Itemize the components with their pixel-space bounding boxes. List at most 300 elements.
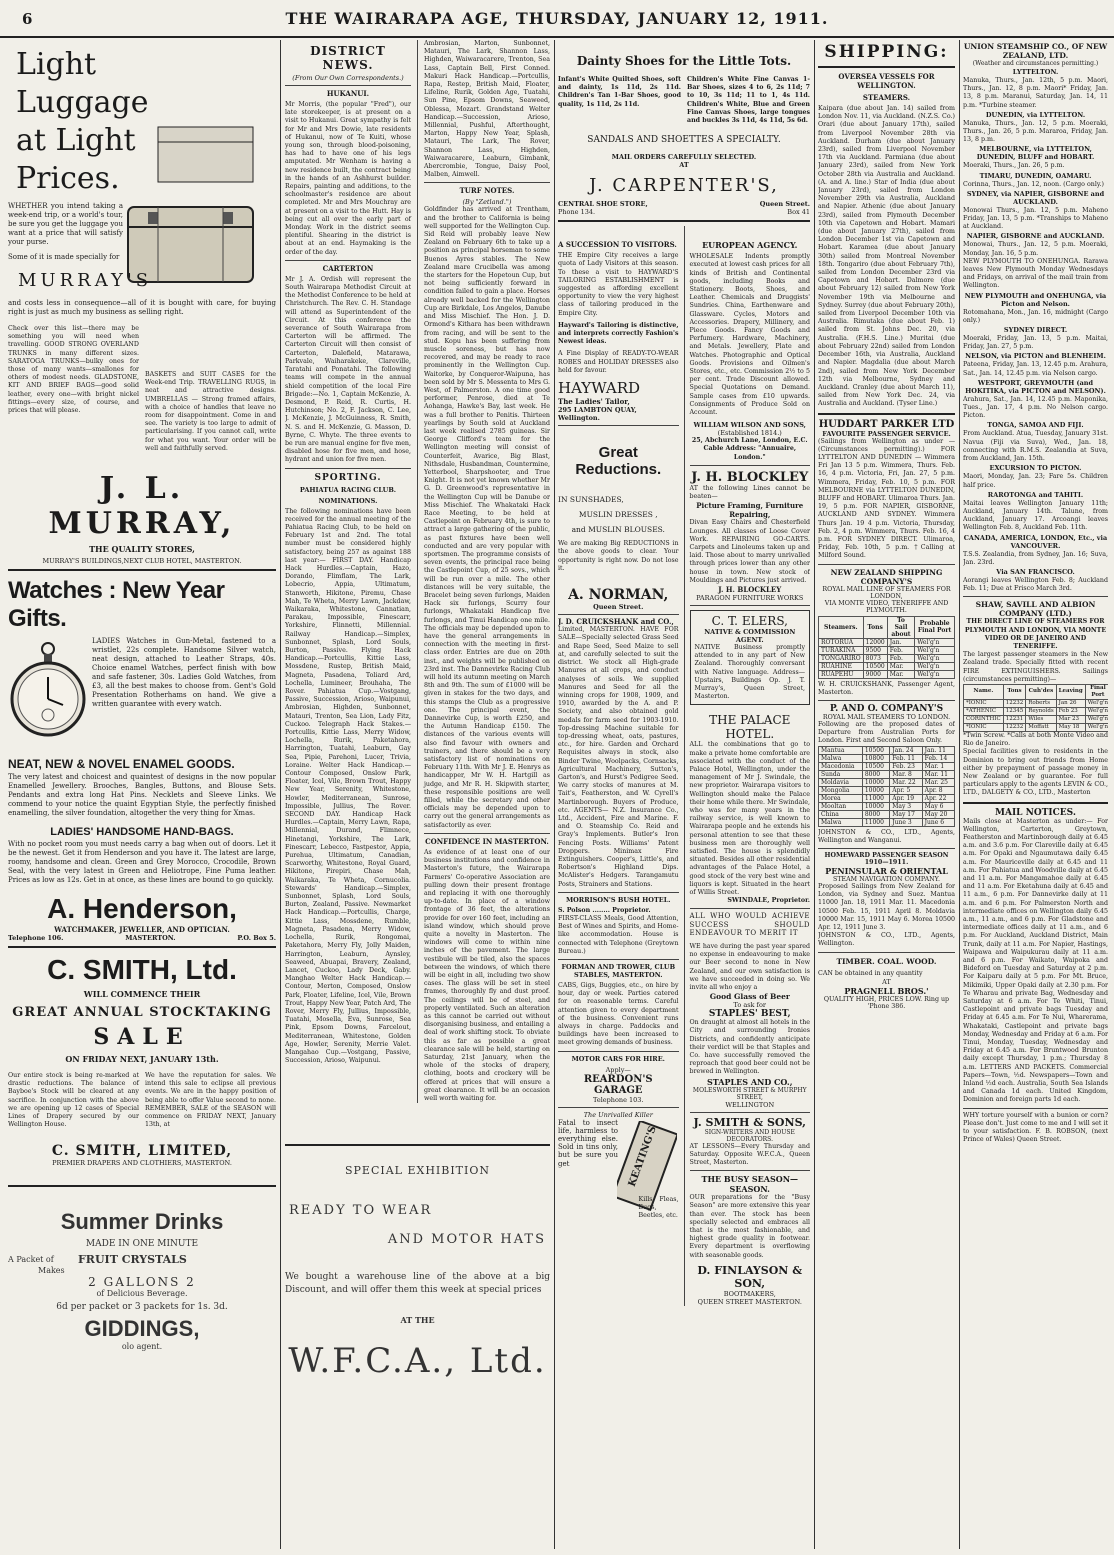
table-cell: Mar. 22: [890, 778, 922, 786]
pocket-watch-illustration: [8, 637, 88, 747]
masthead: [0, 0, 1114, 38]
table-row: [819, 762, 955, 770]
column-header: Probable Final Port: [915, 616, 955, 638]
table-row: [819, 662, 955, 670]
carpenter-shoes-ad: [558, 54, 810, 216]
blockley-body: Divan Easy Chairs and Chesterfield Lounges. All classes of Loose Cover Work. REPAIRING GO-CARTS. Carpets and Linoleums taken up and laid. Those about to marry unrivalled through prices lower than any other house in town. New stock of Mouldings and Pictures just arrived.: [689, 519, 810, 584]
finlayson-bootmakers: BOOTMAKERS,: [723, 1289, 776, 1298]
drinks-price: 6d per packet or 3 packets for 1s. 3d.: [56, 1302, 228, 1313]
table-cell: Wel'g'n: [1085, 715, 1108, 723]
district-news-byline: (From Our Own Correspondents.): [292, 74, 404, 82]
henderson-name: A. Henderson,: [47, 893, 237, 925]
table-cell: *IONIC: [964, 723, 1004, 731]
column-rule: [959, 40, 960, 1549]
table-row: [819, 794, 955, 802]
carterton-heading: CARTERTON: [322, 263, 374, 273]
dunedin-heading: DUNEDIN, via LYTTELTON.: [985, 110, 1086, 119]
cruickshank-body: Limited, MASTERTON. HAVE FOR SALE—Specially selected Grass Seed and Rape Seed, Seed Maize to sell at, and carefully selected to suit the district. We stock all High-grade Manures at all crops, and conduct analyses of soils. We supplied Manures and Seed for all the winning crops for 1908, 1909, and 1910, awarded by the A. and P. Society, and also obtained gold medals for farm seed for 1903-1910. Top-dressing Machine suitable for top-dressing wheat, oats, pastures, etc., for hire. Garden and Orchard Requisites always in stock, also Binder Twine, Woolpacks, Cornsacks, Agricultural Machinery, Sutton's, Garton's, and Hurst's Pedigree Seed. We carry stocks of manures at M. Tait's, Featherston, and W. Cyrell's Martinborough. Buyers of Produce, etc. AGENTS— N.Z. Insurance Co., Ltd., Accident, Fire and Marine. F. and O. Steamship Co. Reid and Gray's Implements. Butler's Iron Fencing Posts. Williams' Patent Droppers. Minimax Fire Extinguishers. Cooper's, Little's, and Robertson's Highland Dips. McAlister's Hedgers. Tarangamutu Posts, Strainers and Stations.: [558, 626, 679, 888]
sporting-heading: SPORTING.: [314, 472, 382, 483]
nz-sailings-table: [818, 616, 955, 679]
lyttelton-body: Manuka, Thurs., Jan. 12th, 5 p.m. Maori, Thurs., Jan. 12, 8 p.m. Maori* Friday, Jan. 13, 8 p.m. Maranui, Saturday, Jan. 14, 11 p.m. *Turbine steamer.: [963, 77, 1108, 109]
table-header-row: [819, 616, 955, 638]
henderson-ad: [8, 577, 276, 942]
keatings-brand: KEATING'S: [626, 1124, 659, 1188]
table-row: [964, 723, 1109, 731]
table-cell: 12232: [1003, 699, 1026, 707]
nelson-picton-heading: NELSON, via PICTON and BLENHEIM.: [965, 352, 1106, 361]
table-cell: Mar. 8: [890, 770, 922, 778]
shoes-right: Children's White Fine Canvas 1-Bar Shoes, sizes 4 to 6, 2s 11d; 7 to 10, 3s 11d; 11 to 1, 4s 11d. Children's White, Blue and Green Fine Canvas Shoes, large tongues and buckles 3s 11d, 4s 11d, 5s 6d.: [687, 76, 810, 125]
table-cell: June 3: [890, 818, 922, 826]
westport-body: Arahura, Sat., Jan. 14, 12.45 p.m. Maponika, Tues., Jan. 17, 4 p.m. No Nelson cargo. Picton.: [963, 395, 1108, 420]
column-header: Steamers.: [819, 616, 864, 638]
table-cell: 8000: [862, 770, 889, 778]
rarotonga-body: Maitai leaves Wellington January 11th; Auckland, January 14th. Talune, from Auckland, January 17. Arcoangi leaves Wellington Feb. 8, Auckland Feb. 11th.: [963, 499, 1108, 532]
newspaper-title: THE WAIRARAPA AGE, THURSDAY, JANUARY 12, 1911.: [285, 9, 829, 28]
table-cell: May 20: [922, 810, 954, 818]
all-who-achieve: ALL WHO WOULD ACHIEVE SUCCESS SHOULD ENDEAVOUR TO MERIT IT: [689, 912, 810, 937]
murrays-wordmark: MURRAY'S: [18, 270, 153, 291]
morrison-body: FIRST-CLASS Meals, Good Attention, Best of Wines and Spirits, and Home-like accommodation. House is connected with Telephone (Greytown Bureau.): [558, 914, 679, 955]
table-cell: Mongolia: [819, 786, 863, 794]
muslin-blouses: and MUSLIN BLOUSES.: [571, 525, 665, 535]
sydney-body: Monowai Thurs., Jan. 12, 5 p.m. Maheno Friday, Jan. 13, 5 p.m. *Tranships to Maheno at Auckland.: [963, 206, 1108, 231]
po-sailings-table: [818, 746, 955, 827]
handbags-headline: LADIES' HANDSOME HAND-BAGS.: [50, 826, 234, 839]
table-cell: Apr. 5: [890, 786, 922, 794]
luggage-intro: WHETHER you intend taking a week-end trip, or a world's tour, be sure you get the luggage you want at a price that will satisfy your purse.: [8, 202, 123, 246]
table-cell: 12000: [863, 638, 887, 646]
po-agent: JOHNSTON & CO., LTD., Agents, Wellington and Wanganui.: [818, 828, 955, 844]
sydney-direct-body: Moeraki, Friday, Jan. 13, 5 p.m. Maitai, Friday, Jan. 27, 5 p.m.: [963, 335, 1108, 351]
nelson-picton-body: Pateena, Friday, Jan. 13, 12.45 p.m. Arahura, Sat., Jan. 14, 12.45 p.m. via Nelson cargo.: [963, 361, 1108, 377]
watches-body: LADIES Watches in Gun-Metal, fastened to a wristlet, 22s complete. Handsome Silver watch, neat design, attached to Leather Straps, 40s. Choice enamel Watches, perfect finish with bow and safe fastener, 30s. Ladies Gold Watches, from £3, all the best makes to choose from. Gent's Gold Presentation Rotherhams on hand. We give a written guarantee with every watch.: [92, 637, 276, 709]
busy-season-body: OUR preparations for the "Busy Season" are more extensive this year than ever. The stock has been specially selected and embraces all that is the most fashionable, and highest grade quality in footwear. Every department is overflowing with seasonable goods.: [689, 1194, 810, 1259]
in-sunshades: IN SUNSHADES,: [558, 495, 624, 505]
table-cell: 10500: [862, 762, 889, 770]
table-cell: Wel'g'n: [915, 646, 955, 654]
column-5: [963, 40, 1108, 1549]
robson-corn-ad: WHY torture yourself with a bunion or corn? Please don't. Just come to me and I will set it to your satisfaction. F. B. ROBSON, (next Prince of Wales) Queen Street.: [963, 1111, 1108, 1144]
carpenter-store: CENTRAL SHOE STORE,: [558, 200, 648, 209]
column-2: [285, 40, 550, 1549]
sydney-heading: SYDNEY, via NAPIER, GISBORNE and AUCKLAND.: [966, 189, 1105, 206]
watches-headline: Watches : New Year Gifts.: [8, 577, 225, 633]
smith-sons-name: J. SMITH & SONS,: [693, 1115, 806, 1129]
turf-notes-byline: (By "Zetland."): [462, 198, 512, 207]
smith-left-text: Our entire stock is being re-marked at drastic reductions. The balance of Bayboe's Stock will be cleared at any sacrifice. In conjunction with the above we are opening up 12 cases of Special Lines of Drapery secured by our Wellington House.: [8, 1072, 139, 1129]
nz-shipping-heading: NEW ZEALAND SHIPPING COMPANY'S: [830, 567, 943, 586]
blockley-name: J. H. BLOCKLEY: [691, 469, 809, 485]
smith-sons-body: AT LESSONS—Every Thursday and Saturday. Opposite W.F.C.A., Queen Street, Masterton.: [689, 1142, 810, 1167]
sandals-line: SANDALS AND SHOETTES A SPECIALTY.: [587, 135, 781, 146]
column-header: Tons: [1003, 684, 1026, 699]
norman-street: Queen Street.: [593, 603, 644, 612]
table-cell: May 6: [922, 802, 954, 810]
smith-drapers: PREMIER DRAPERS AND CLOTHIERS, MASTERTON.: [52, 1159, 232, 1168]
carpenter-phone: Phone 134.: [558, 208, 596, 217]
table-row: [819, 746, 955, 754]
motor-hats: AND MOTOR HATS: [387, 1232, 546, 1247]
table-cell: May 18: [1056, 723, 1085, 731]
mail-notices-heading: MAIL NOTICES.: [995, 807, 1076, 818]
carterton-body: Mr J. A. Ordish will represent the South Wairarapa Methodist Circuit at the Methodist Conference to be held at Christchurch. The Rev. C. H. Standage will attend as Superintendent of the Circuit. At this conference the severance of South Wairarapa from Carterton will be affirmed. The Carterton Circuit will then consist of Carterton, Dalefield, Matarawa, Parkvale, Waiharakeke, Clareville, Taratahi and Ponatahi. The following teams will compete in the annual shield competition of the local Fire Brigade:—No. 1, Captain McKenzie, A. Desmond, P. Reid, R. Curtis, H. Hutchinson; No. 2, F. Jackson, C. Lee, J. McKenzie, J. McGuinness, R. Smith, N. S. and H. McKenzie, G. Masson, D. Byrne, C. Whyte. The three events to be run are manual engine for five men, disabled hose for five men, and hose, hydrant and union for five men.: [285, 275, 411, 464]
po-heading: P. AND O. COMPANY'S: [829, 703, 944, 714]
steamers-heading: STEAMERS.: [862, 93, 911, 102]
pragnell-sub: QUALITY HIGH, PRICES LOW. Ring up 'Phone 386.: [823, 995, 950, 1010]
hayward-address: 295 LAMBTON QUAY, Wellington.: [558, 406, 637, 423]
table-cell: 11000: [862, 794, 889, 802]
henderson-box: P.O. Box 5.: [237, 934, 276, 943]
hayward-tagline: Hayward's Tailoring is distinctive, and interprets correctly Fashion's Newest ideas.: [558, 321, 679, 346]
nz-shipping-sub: ROYAL MAIL LINE OF STEAMERS FOR LONDON,: [822, 585, 951, 600]
table-cell: Mar. 25: [922, 778, 954, 786]
luggage-headline: Light Luggage at Light Prices.: [16, 47, 149, 196]
confidence-heading: CONFIDENCE IN MASTERTON.: [425, 836, 549, 846]
at-the: AT THE: [400, 1315, 435, 1325]
table-cell: Macedonia: [819, 762, 863, 770]
palace-body: ALL the combinations that go to make a private home comfortable are associated with the conduct of the Palace Hotel, Wellington, under the management of Mr J. Swindale, the new proprietor. Wairarapa visitors to Wellington should make the Palace their home while there. Mr Swindale, who was for many years in the railway service, is well known to Wairarapa people and he extends his personal attention to see that these business men are thoroughly well satisfied. The house is splendidly situated. Besides all other residential advantages of the Palace Hotel, a good stock of the very best wine and liquors is kept. Situated in the heart of Willis Street.: [689, 741, 810, 896]
table-row: [819, 818, 955, 826]
table-cell: Feb. 23: [890, 762, 922, 770]
table-cell: Malwa: [819, 818, 863, 826]
table-cell: Apr. 19: [890, 794, 922, 802]
shaw-calls: *Twin Screw. *Calls at both Monte Video and Rio de Janeiro.: [963, 731, 1108, 748]
column-3: [558, 40, 810, 1549]
table-cell: Wel'g'n: [915, 638, 955, 646]
drinks-headline: Summer Drinks: [60, 1209, 224, 1235]
shoes-left: Infant's White Quilted Shoes, soft and dainty, 1s 11d, 2s 11d. Children's Tan 1-Bar Shoes, good quality, 1s 11d, 2s 11d.: [558, 76, 681, 108]
wilson-address: 25, Abchurch Lane, London, E.C. Cable Address: "Annuaire, London.": [691, 437, 808, 461]
forman-heading: FORMAN AND TROWER, CLUB STABLES, MASTERTON.: [561, 963, 676, 979]
westport-heading: WESTPORT, GREYMOUTH (and HOKITIKA, via PICTON and NELSON).: [965, 378, 1106, 395]
table-cell: 8073: [863, 654, 887, 662]
table-cell: Feb 23: [1056, 707, 1085, 715]
table-cell: May 17: [890, 810, 922, 818]
column-header: Tons: [863, 616, 887, 638]
wilson-sons: WILLIAM WILSON AND SONS,: [693, 421, 806, 430]
enamel-headline: NEAT, NEW & NOVEL ENAMEL GOODS.: [8, 757, 235, 772]
special-exhibition: SPECIAL EXHIBITION: [344, 1164, 491, 1177]
tonga-body: From Auckland. Atua, Tuesday, January 31st. Navua (Fiji via Suva), Wed., Jan. 18, connecting with R.M.S. Zealandia at Suva, from Auckland, Jan. 15th.: [963, 430, 1108, 463]
table-cell: *IONIC: [964, 699, 1004, 707]
table-row: [964, 699, 1109, 707]
smith-sale: SALE: [93, 1024, 191, 1051]
ready-to-wear: READY TO WEAR: [289, 1203, 433, 1218]
smith-right-text: We have the reputation for sales. We intend this sale to eclipse all previous events. We are in the happy position of being able to offer Value second to none. REMEMBER, SALE of the SEASON will commence on FRIDAY NEXT, January 13th, at: [145, 1072, 276, 1129]
table-cell: Jan. 11: [922, 746, 954, 754]
elers-body: NATIVE Business promptly attended to in any part of New Zealand. Thoroughly conversant with Native language. Address—Upstairs, Buildings Op. J. T. Murray's, Queen Street, Masterton.: [694, 643, 806, 701]
table-cell: 11000: [862, 818, 889, 826]
table-cell: Feb. 14: [922, 754, 954, 762]
huddart-subtitle: FAVOURITE PASSENGER SERVICE.: [822, 429, 951, 438]
table-cell: 9500: [863, 646, 887, 654]
giddings-ad: [8, 1209, 276, 1351]
giddings-agent: olo agent.: [121, 1342, 163, 1352]
table-cell: Wel'g'n: [915, 662, 955, 670]
shaw-savill-body: The largest passenger steamers in the New Zealand trade. Specially fitted with recent FIRE EXTINGUISHERS. Sailings (circumstances permitting)—: [963, 651, 1108, 683]
shoes-headline: Dainty Shoes for the Little Tots.: [576, 54, 792, 68]
table-cell: Feb.: [887, 646, 915, 654]
cruickshank-name: J. D. CRUICKSHANK and CO.,: [558, 617, 674, 627]
plymouth-onehunga: NEW PLYMOUTH TO ONEHUNGA. Rarawa leaves New Plymouth Monday Wednesdays and Fridays, on arrival of the mail train from Wellington.: [963, 257, 1108, 290]
drinks-makes: Makes: [38, 1266, 65, 1276]
sanfran-body: Aorangi leaves Wellington Feb. 8; Auckland Feb. 11; Due at Frisco March 3rd.: [963, 576, 1108, 593]
finlayson-address: QUEEN STREET MASTERTON.: [697, 1297, 802, 1306]
table-cell: Moldavia: [819, 778, 863, 786]
motor-cars-heading: MOTOR CARS FOR HIRE.: [571, 1054, 665, 1063]
norman-name: A. NORMAN,: [568, 587, 669, 604]
staples-name: STAPLES AND CO.,: [707, 1076, 793, 1087]
henderson-trade: WATCHMAKER, JEWELLER, AND OPTICIAN.: [54, 925, 230, 935]
sydney-direct-heading: SYDNEY DIRECT.: [1003, 326, 1068, 335]
timber-at: AT: [882, 977, 891, 986]
murray-name: J. L. MURRAY,: [48, 471, 236, 542]
wfca-hats-ad: [285, 1150, 550, 1381]
table-cell: Mantua: [819, 746, 863, 754]
table-cell: Wel'g'n: [1085, 699, 1108, 707]
smith-great-annual: GREAT ANNUAL STOCKTAKING: [12, 1005, 272, 1021]
table-row: [819, 638, 955, 646]
po-subtitle: ROYAL MAIL STEAMERS TO LONDON.: [822, 713, 951, 721]
nominations-heading: NOMINATIONS.: [318, 496, 378, 505]
table-cell: Mar.: [887, 670, 915, 678]
table-cell: Roberts: [1026, 699, 1056, 707]
tonga-heading: TONGA, SAMOA AND FIJI.: [987, 421, 1084, 430]
turf-notes-heading: TURF NOTES.: [459, 186, 515, 196]
drinks-packet: A Packet of: [8, 1255, 54, 1265]
shaw-body-2: Special facilities given to residents in the Dominion to bring out friends from Home either by prepayment of passage money in New Zealand or by guarantee. For full particulars apply to the agents LEVIN & CO., LTD., DALGETY & CO., LTD., Masterton: [963, 748, 1108, 797]
table-cell: Wiles: [1026, 715, 1056, 723]
district-news-heading: DISTRICT NEWS.: [310, 44, 386, 72]
table-cell: *ATHENIC: [964, 707, 1004, 715]
usc-heading: UNION STEAMSHIP CO., OF NEW ZEALAND, LTD.: [963, 42, 1108, 60]
blockley-signature: J. H. BLOCKLEY: [718, 584, 782, 594]
staples-body: WE have during the past year spared no expense in endeavouring to make our Beer second to none in New Zealand, and our own satisfaction is we have succeeded in doing so. We invite all who enjoy a: [689, 943, 810, 992]
shaw-savill-sub: THE DIRECT LINE OF STEAMERS FOR PLYMOUTH AND LONDON, VIA MONTE VIDEO OR DE JANEIRO AND TENERIFFE.: [964, 618, 1107, 650]
nz-agent: W. H. CRUICKSHANK, Passenger Agent, Masterton.: [818, 680, 955, 696]
morrison-heading: MORRISON'S BUSH HOTEL.: [565, 895, 671, 904]
table-cell: RUAHINE: [819, 662, 864, 670]
steamers-body: Kaipara (due about Jan. 14) sailed from London Nov. 11, via Auckland. (N.Z.S. Co.) Orari (due about January 17th), sailed from Liverpool November 28th via Auckland. Durham (due about January 23rd), sailed from Liverpool November 17th via Auckland. Parmiana (due about January 23rd), sailed from New York October 28th via Australia and Auckland. (A. and A. line.) Star of India (due about January 23rd), sailed from London November 29th via Australia, Auckland and Napier. Athenic (due about January 23rd), sailed from Plymouth December 10th via Capetown and Hobart. Mamari (due about January 27th), sailed from London December 1st via Capetown and Hobart. Karamea (due about January 30th) sailed from Montreal November 18th. Tongariro (due about February 7th), sailed from London December 23rd via Capetown and Hobart. Dalmore (due about February 12) sailed from New York November 19th via Melbourne and Sydney. Surrey (due about February 20th), sailed from Liverpool December 10th via Australia. Rimutaka (due about Feb. 1) sailed from St. Johns Dec. 20, via Australia. (F.H.S. Line.) Muritai (due about February 22nd) sailed from London December 16th, via Australia, Auckland and Napier. Magdalia (due about March 2nd), sailed from New York December 12th via Melbourne, Sydney and Auckland. Cranley (due about March 11), sailed from New York Dec. 24, via Australia and Auckland. (Tyser Line.): [818, 105, 955, 408]
turf-notes-body: Goldfinder has arrived at Trentham, and the brother to California is being well supported for the Wellington Cup. Sid Reid will probably leave New Zealand on February 6th to take up a position as principal horseman to some Buenos Ayres stables. The New Zealand mare Crucibella was among the starters for the Hopetoun Cup, but not being sufficiently forward in condition failed to gain a place. Horses already well backed for the Wellington Cup are Birkdale, Los Angelos, Danube and Miss Mischief. The Hon. J. D. Ormond's Kithara has been withdrawn from racing, and will be sent to the stud. Kopu has been suffering from muscle soreness, but has now recovered, and may be ready to race prominently in the Wellington Cup. Waitorke, by Conqueror-Waipuna, has been sold by Mr S. Messenta to Mrs G. West, of Palmerston. A one time good performer, Penrose, died at Te Aohanga, Hawke's Bay, last week. He was a full brother to Penitis. Thirteen yearlings by South sold at Auckland last week realised 2785 guineas. Sir George Clifford's team for the Wellington meeting will consist of Counterfeit, Avarice, Big Blast, Nithsdale, Husbandman, Countermine, Yetterbool, Sharpshooter, and True Knight. It is not yet known whether Mr G. D. Greenwood's representative in the Wellington Cup will be Danube or Miss Mischief. The Whakataki Hack Race Meeting, to be held at Castlepoint on February 4th, is sure to attract a large gathering of the public, as past fixtures have been well conducted and are very popular with sportsmen. The programme consists of seven events, the principal race being the Castlepoint Cup, of 25 sovs., which will be run over a mile. The other distances will be very suitable, the Bracelet being seven furlongs, Maiden Hack six furlongs, Scurry four furlongs, Whakataki Handicap five furlongs, and Tinui Handicap one mile. The officials may be depended upon to have the general arrangements in connection with the meeting in first-class order. Entries are due on 20th inst., and weights will be published on 23rd inst. The Dannevirke Racing Club will hold its autumn meeting on March 8th and 9th. The sum of £1000 will be given in stakes for the two days, and this stamps the Club as a progressive one. The principal event, the Dannevirke Cup, is worth £250, and the Autumn Handicap £150. The distances of the various events will also find favour with owners and trainers, and there should be a very satisfactory list of nominations on February 11th. With Mr J. E. Henrys as handicapper, Mr W. H. Hartgill as judge, and Mr R. H. Skipwith starter, these responsible positions are well filled, while the secretary and other officials may be depended upon to carry out the general arrangements as satisfactorily as ever.: [423, 206, 550, 829]
table-cell: CORINTHIC: [964, 715, 1004, 723]
smith-commence: WILL COMMENCE THEIR: [83, 989, 201, 1000]
staples-ask: To ask for: [733, 1001, 766, 1010]
table-cell: RUAPEHU: [819, 670, 864, 678]
wilson-established: (Established 1814.): [717, 429, 782, 438]
table-cell: Wel'g'n: [1085, 707, 1108, 715]
table-cell: Mar.: [887, 662, 915, 670]
table-cell: 10800: [862, 754, 889, 762]
table-row: [819, 670, 955, 678]
table-cell: Jan.: [887, 638, 915, 646]
drinks-beverage: of Delicious Beverage.: [96, 1289, 188, 1299]
column-4: [818, 40, 955, 1549]
keatings-text: Fatal to insect life, harmless to everything else. Sold in tins only, but be sure you get: [558, 1118, 618, 1168]
table-header-row: [964, 684, 1109, 699]
palace-signature: SWINDALE, Proprietor.: [727, 897, 810, 905]
enamel-body: The very latest and choicest and quaintest of designs in the now popular Enamelled Jewellery. Brooches, Bangles, Buttons, and Blouse Sets. Pendants and extra long Hat Pins. Necklets and Sleeve Links. We commend to your notice the quaint Egyptian Style, the perfectly finished enamelling, the silver foundation, altogether the very thing for Xmas.: [8, 773, 276, 818]
mail-orders: MAIL ORDERS CAREFULLY SELECTED.: [611, 153, 757, 162]
carpenter-name: J. CARPENTER'S,: [589, 175, 779, 197]
wfca-name: W.F.C.A., Ltd.: [288, 1341, 547, 1381]
elers-name: C. T. ELERS,: [711, 613, 788, 628]
carpenter-box: Box 41: [787, 208, 810, 217]
nelson-body: Rotomahana, Mon., Jan. 16, midnight (Cargo only.): [963, 308, 1108, 324]
huddart-body: (Sailings from Wellington as under — (Circumstances permitting).) FOR LYTTELTON AND DUNEDIN — Wimmera Fri Jan 13 5 p.m. Wimmera, Thurs. Feb. 16, 4 p.m. Victoria, Fri, Jan. 27, 5 p.m. Wimmera, Friday, Feb. 10, 5 p.m. FOR MELBOURNE via LYTTELTON DUNEDIN, BLUFF and HOBART. Ulimaroa Thurs. Jan. 19, 5 p.m. FOR NAPIER, GISBORNE, AUCKLAND AND SYDNEY. Wimmera Thurs Jan. 19 4 p.m. Victoria, Thursday, Feb. 2, 4 p.m. Wimmera, Thurs. Feb. 16, 4 p.m. FOR SYDNEY DIRECT. Ulimaroa, Friday, Feb. 10th, 5 p.m. †Calling at Milford Sound.: [818, 437, 955, 560]
table-cell: TURAKINA: [819, 646, 864, 654]
table-cell: China: [819, 810, 863, 818]
lyttelton-heading: LYTTELTON.: [1012, 68, 1059, 76]
luggage-list-left: Check over this list—there may be something you will need when travelling. GOOD STRONG OVERLAND TRUNKS in many different sizes. SARATOGA TRUNKS—bulky ones for those of many wants—smallones for others of modest needs. GLADSTONE, KIT AND BRIEF BAGS—good solid leather, every one—with bright nickel fittings—every size, of course, and prices that will please.: [8, 325, 139, 415]
pragnell-name: PRAGNELL BROS.': [844, 985, 929, 996]
staples-body-2: On draught at almost all hotels in the City and surrounding Ironies Districts, and confidently anticipate their verdict will be that Staples and Co. have successfully removed the reproach that good beer could not be brewed in Wellington.: [689, 1019, 810, 1076]
timaru-body: Corinna, Thurs., Jan. 12, noon. (Cargo only.): [963, 180, 1105, 188]
reardon-garage: REARDON'S GARAGE: [583, 1073, 653, 1096]
table-cell: Mooltan: [819, 802, 863, 810]
staples-best: STAPLES' BEST,: [708, 1009, 791, 1020]
succession-heading: A SUCCESSION TO VISITORS.: [558, 240, 677, 250]
timber-heading: TIMBER. COAL. WOOD.: [836, 956, 937, 966]
blockley-works: PARAGON FURNITURE WORKS: [696, 593, 804, 602]
special-body: We bought a warehouse line of the above at a big Discount, and will offer them this week at special prices: [285, 1272, 550, 1295]
column-header: Cuh'des: [1026, 684, 1056, 699]
excursion-body: Maori, Monday, Jan. 23; Fare 5s. Children half price.: [963, 473, 1108, 489]
finlayson-name: D. FINLAYSON & SON,: [697, 1263, 803, 1290]
hayward-display: A Fine Display of READY-TO-WEAR ROBES and HOLIDAY DRESSES also held for favour.: [558, 350, 679, 374]
drinks-crystals: FRUIT CRYSTALS: [78, 1253, 187, 1267]
handbags-body: With no pocket room you must needs carry a bag when out of doors. Let it be the newest. Get it from Henderson and you have it. The latest are large, roomy, handsome and clean. Green and Grey Morocco, Crocodile, Brown Seal, with the very latest in Green and Heliotrope, Fine Puma leather. Prices as low as 12s. Get in at once, as these lines are bound to go quickly.: [8, 840, 276, 885]
staples-town: WELLINGTON: [725, 1100, 775, 1109]
smith-sale-ad: [8, 954, 276, 1167]
melbourne-body: Moeraki, Thurs., Jan. 26, 5 p.m.: [963, 162, 1065, 170]
table-cell: Feb. 11: [890, 754, 922, 762]
smith-date: ON FRIDAY NEXT, JANUARY 13th.: [65, 1054, 219, 1065]
table-cell: Reynolds: [1026, 707, 1056, 715]
table-row: [819, 810, 955, 818]
table-cell: 12231: [1003, 715, 1026, 723]
huddart-heading: HUDDART PARKER LTD: [818, 418, 955, 430]
napier-body: Monowai, Thurs., Jan. 12, 5 p.m. Moeraki, Monday, Jan. 16, 5 p.m.: [963, 241, 1108, 257]
table-row: [819, 654, 955, 662]
table-cell: 12345: [1003, 707, 1026, 715]
column-header: To Sail about: [887, 616, 915, 638]
table-cell: 10000: [862, 778, 889, 786]
table-cell: Sunda: [819, 770, 863, 778]
luggage-made-line: Some of it is made specially for: [8, 253, 120, 261]
table-row: [819, 802, 955, 810]
shaw-sailings-table: [963, 684, 1108, 732]
table-row: [819, 778, 955, 786]
column-header: Final Port: [1085, 684, 1108, 699]
hukanui-heading: HUKANUI.: [326, 89, 370, 98]
pahiatua-heading: PAHIATUA RACING CLUB.: [299, 485, 397, 494]
table-cell: Mar. 1: [922, 762, 954, 770]
blockley-framing: Picture Framing, Furniture Repairing,: [696, 501, 804, 520]
mail-orders-at: AT: [679, 161, 689, 170]
table-row: [819, 786, 955, 794]
pen-subtitle: STEAM NAVIGATION COMPANY.: [833, 875, 940, 883]
excursion-heading: EXCURSION TO PICTON.: [989, 464, 1082, 473]
table-cell: 10000: [862, 786, 889, 794]
murray-luggage-ad: [8, 46, 276, 565]
henderson-telephone: Telephone 106.: [8, 934, 64, 943]
murray-address: MURRAY'S BUILDINGS,NEXT CLUB HOTEL, MASTERTON.: [42, 557, 242, 566]
european-agency-heading: EUROPEAN AGENCY.: [702, 240, 798, 251]
table-cell: Mar. 11: [922, 770, 954, 778]
column-rule: [280, 40, 281, 1549]
table-row: [819, 646, 955, 654]
morrison-proprietor: S. Polson ........ Proprietor.: [558, 906, 651, 914]
table-cell: 10500: [863, 662, 887, 670]
column-header: Name.: [964, 684, 1004, 699]
great-reductions: Great Reductions.: [575, 444, 662, 479]
table-cell: Mar 23: [1056, 715, 1085, 723]
melbourne-heading: MELBOURNE, via LYTTELTON, DUNEDIN, BLUFF and HOBART.: [976, 145, 1095, 162]
table-cell: 12232: [1003, 723, 1026, 731]
table-cell: Wel'g'n: [915, 670, 955, 678]
keatings-kills: Kills Fleas, Bugs, Beetles, etc.: [638, 1196, 679, 1220]
table-cell: Jan. 24: [890, 746, 922, 754]
succession-body: THE Empire City receives a large quota of Lady Visitors at this season. To these a visit to HAYWARD'S TAILORING ESTABLISHMENT is suggested as affording excellent opportunity to view the very highest class of tailoring produced in the Empire City.: [558, 252, 679, 317]
table-cell: 9000: [863, 670, 887, 678]
drinks-gallons: 2 GALLONS 2: [88, 1275, 196, 1290]
smith-sons-sub: SIGN-WRITERS AND HOUSE DECORATORS.: [704, 1128, 795, 1143]
staples-glass: Good Glass of Beer: [709, 992, 790, 1002]
table-cell: Morea: [819, 794, 863, 802]
forman-body: CABS, Gigs, Buggies, etc., on hire by hour, day or week. Parties catered for on reasonable terms. Careful attention given to every department of the business. Convenient runs always in charge. Paddocks and buildings have been increased to meet growing demands of business.: [558, 982, 679, 1047]
homeward-heading: HOMEWARD PASSENGER SEASON 1910—1911.: [824, 851, 949, 866]
table-cell: 10000: [862, 802, 889, 810]
hayward-tailor: The Ladies' Tailor,: [558, 397, 630, 407]
carpenter-street: Queen Street.: [759, 200, 810, 209]
shipping-heading: SHIPPING:: [824, 42, 949, 62]
table-cell: 8000: [862, 810, 889, 818]
blockley-intro: AT the following Lines cannot be beaten—: [689, 484, 810, 501]
pen-body: Proposed Sailings from New Zealand for London, via Sydney and Suez. Mantua 11000 Jan. 18, 1911 Mar. 11. Macedonia 10500 Feb. 15, 1911 April 8. Moldavia 10000 Mar. 15, 1911 May 6. Morea 10500 Apr. 12, 1911 June 3.: [818, 882, 955, 931]
dunedin-body: Manuka, Thurs., Jan. 12, 5 p.m. Moeraki, Thurs., Jan. 26, 5 p.m. Mararoa, Friday, Jan. 13, 8 p.m.: [963, 119, 1108, 144]
page-number: 6: [22, 10, 33, 28]
po-body: Following are the proposed dates of Departure from Australian Ports for London. First and Second Saloon Only.: [818, 720, 955, 745]
nominations-body: The following nominations have been received for the annual meeting of the Pahiatua Racing Club, to be held on February 1st and 2nd. The total number must be considered highly satisfactory, being 257 as against 188 last year:— FIRST DAY. Handicap Hack Hurdles.—Captain, Hazo, Dorando, Flimflam, The Lark, Lobecrio, Appia, Ultimatum, Stanworth, Hikitone, Piremu, Chase Mah, Te Wheta, Merry Lawn, Jackdaw, Waikaraka, Whitestone, Cannatian, Parakau, Impossible, Finescarr, Yorkshire, Flinnetti, Millennial. Railway Handicap.—Simplex, Sunbonnet, Splash, Lord Souls, Burton, Passive. Flying Hack Handicap.—Portcullis, Kittie Lass, Mossdene, Rustep, British Maid, Magneta, Pasadena, Toliard Ard, Lochella, Lumineer, Brouhaha, The Rover. Pahiatua Cup.—Vostgang, Passive, Succession, Arioso, Waipunui, Ambrosian, Highden, Sunbonnet, Matauri, Trenton, Sea Lion, Lady Fitz, Cuckoo. Telegraph Hack Stakes.—Portcullis, Kittie Lass, Merry Widow, Lochella, Rurik, Paketahora, Harrington, Tuatahi, Leaburn, Gay Sea, Pipie, Parehoni, Lucer, Trivia, Loraine. Welter Hack Handicap.—Contour Composed, Onslow Park, Floater, Icel, Vile, Brown Trout, Happy New Year, Serenity, Whitestone, Howler, Mediterranean, Sunrose, Impossible, Jullius, The Rover. SECOND DAY. Handicap Hack Hurdles.—Captain, Merry Lawn, Rapa, Millennial, Durand, Flimnece, Hinetangi, Yorkshire, The Lark, Finescarr, Lebecco, Fastpestor, Appia, Purehua, Ultimatum, Canadian, Scarworthy, Whitestone, Royal Guard, Hikitone, Pirepiri, Chase Mah, Waikaraka, Te Wheta, Cornucolia. Stewards' Handicap.—Simplex, Sunbonnet, Splash, Lord Souls, Burton, Zealand, Passive. Newmarket Hack Handicap.—Portcullis, Charge, Kittie Lass, Mossdene, Rumble, Magneta, Pasadena, Merry Widow, Lochella, Rurik, Rongomai, Paketahora, Merry Fly, Jolly Maiden, Harrington, Leaburn, Aynsley, Seaweed, Abuapai, Bravery, Zealand, Lancet, Cuckoo, Lady Deck, Gaby. Manghao Welter Hack Handicap.—Contour, Merton, Composed, Onslow Park, Floater, Lifeline, Icel, Vile, Brown Trout, Happy New Year, Patch Ard, The Rover, Merry Fly, Jullius, Impossible, Tuatahi, Mosella, Eva, Sunrose, Sea Pink, Epsom Downs, Farcelout, Mediterranean, Whitestone, Golden Age, Howler, Serenity, Merrie Valet. Mangahao Cup.—Vostgang, Passive, Succession, Arioso, Waipunui.: [285, 507, 411, 1065]
rarotonga-heading: RAROTONGA and TAHITI.: [987, 490, 1084, 499]
timber-body: CAN be obtained in any quantity: [818, 969, 923, 977]
table-row: [819, 754, 955, 762]
smith-limited: C. SMITH, LIMITED,: [51, 1143, 233, 1160]
muslin-dresses: MUSLIN DRESSES ,: [578, 510, 658, 520]
murray-subtitle: THE QUALITY STORES,: [89, 544, 195, 555]
table-cell: Feb.: [887, 654, 915, 662]
giddings-name: GIDDINGS,: [84, 1316, 200, 1342]
nominations-continued: Ambrosian, Marton, Sunbonnet, Matauri, The Lark, Shannon Lass, Highden, Waiwaracarere, Trenton, Sea Lass, Captain Bell, First Conned. Makuri Hack Handicap.—Portcullis, Rapa, Restep, British Maid, Floater, Lifeline, Rurik, Golden Age, Tuatahi, Sun Pine, Epsom Downs, Seaweed, Oblessa, Mozart. Grandstand Welter Handicap.—Succession, Arioso, Millennial, Pushful, Afterthought, Marton, Happy New Year, Splash, Matauri, The Lark, The Rover, Shannon Lass, Highden, Waiwaracarere, Leaburn, Gimbank, Abercrombie, Tongue, Daisy Pool, Malben, Aimwell.: [423, 40, 550, 179]
keatings-tagline: The Unrivalled Killer: [583, 1110, 653, 1119]
table-cell: May 3: [890, 802, 922, 810]
usc-subtitle: (Weather and circumstances permitting.): [972, 60, 1099, 67]
table-cell: Moffatt: [1026, 723, 1056, 731]
table-cell: Apr. 8: [922, 786, 954, 794]
canada-heading: CANADA, AMERICA, LONDON, Etc., via VANCOUVER.: [963, 533, 1108, 550]
table-cell: Apr. 22: [922, 794, 954, 802]
nz-shipping-via: VIA MONTE VIDEO, TENERIFFE AND PLYMOUTH.: [824, 599, 949, 614]
table-row: [819, 770, 955, 778]
reductions-body: We are making Big REDUCTIONS in the above goods to clear. Your opportunity is right now. Do not lose it.: [558, 540, 679, 572]
nelson-heading: NEW PLYMOUTH and ONEHUNGA, via Picton and Nelson.: [964, 291, 1107, 308]
table-cell: Malwa: [819, 754, 863, 762]
napier-heading: NAPIER, GISBORNE and AUCKLAND.: [966, 232, 1105, 241]
column-rule: [814, 40, 815, 1549]
table-cell: Wel'g'n: [1085, 723, 1108, 731]
